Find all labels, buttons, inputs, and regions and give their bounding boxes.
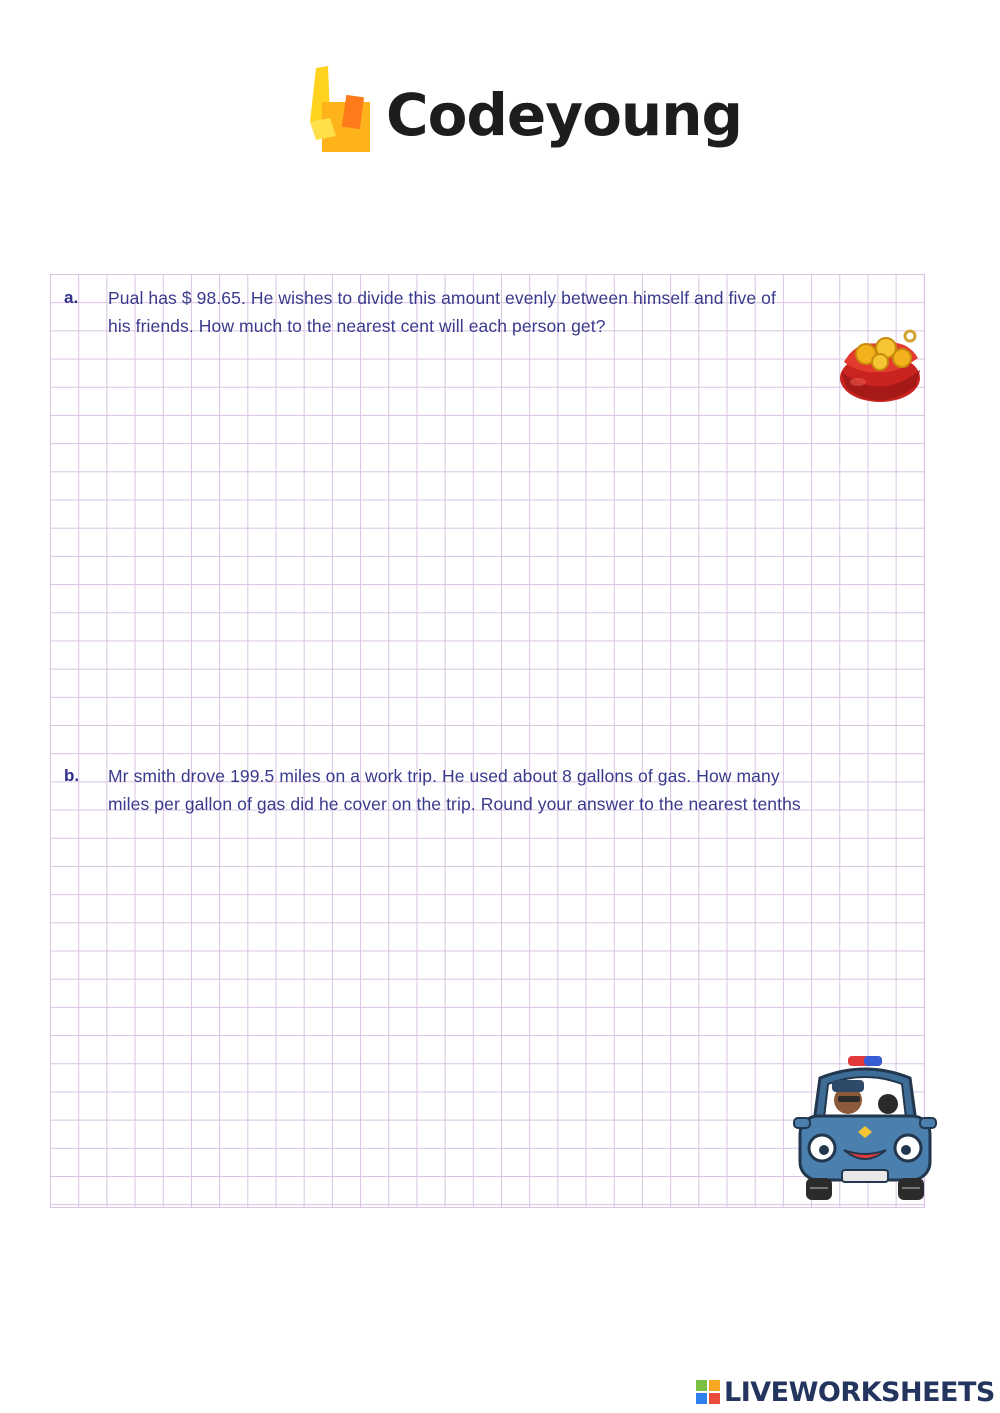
coin-purse-icon bbox=[836, 322, 924, 406]
question-b-line-1: Mr smith drove 199.5 miles on a work trip. He used about 8 gallons of gas. How many bbox=[108, 766, 780, 786]
liveworksheets-logo bbox=[696, 1376, 996, 1410]
question-b-letter: b. bbox=[64, 766, 80, 785]
question-a-line-1: Pual has $ 98.65. He wishes to divide this amount evenly between himself and five of bbox=[108, 288, 776, 308]
footer-brand: LIVEWORKSHEETS bbox=[724, 1377, 995, 1408]
question-b-line-2: miles per gallon of gas did he cover on the trip. Round your answer to the nearest tenths bbox=[108, 794, 801, 814]
codeyoung-logo bbox=[306, 66, 743, 166]
question-a-text bbox=[108, 284, 928, 340]
brand-name: Codeyoung bbox=[386, 81, 743, 149]
liveworksheets-mark-icon bbox=[696, 1380, 720, 1404]
question-b-text bbox=[108, 762, 928, 818]
question-a-letter: a. bbox=[64, 288, 79, 307]
question-a-line-2: his friends. How much to the nearest cent will each person get? bbox=[108, 316, 606, 336]
codeyoung-logo-mark-icon bbox=[306, 66, 372, 156]
police-car-icon bbox=[792, 1054, 938, 1206]
